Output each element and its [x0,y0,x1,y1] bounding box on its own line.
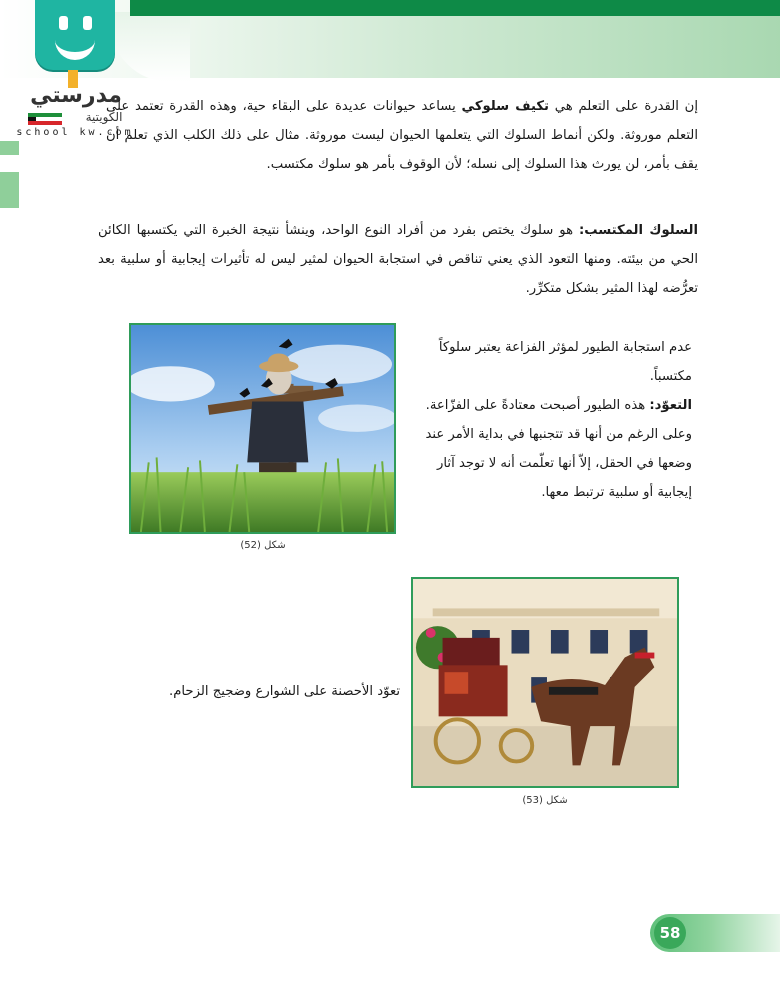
kuwait-flag-icon [28,113,62,125]
logo-eye-icon [59,16,68,30]
habituation-term: التعوّد: [649,398,692,413]
logo-url: school kw.com [16,127,134,138]
scarecrow-photo [129,323,396,534]
logo-smile-icon [55,32,95,60]
figure52-text: عدم استجابة الطيور لمؤثر الفزاعة يعتبر سلوكاً مكتسباً. التعوّد: هذه الطيور أصبحت معتادةً على الفزّاعة. وعلى الرغم من أنها قد تتجنبها في بداية الأمر عند وضعها في الحقل، إلاّ أنها تعلّمت أنه لا توجد آثار إيجابية أو سلبية ترتبط معها. [425,340,692,500]
page-number: 58 [654,917,686,949]
side-tab [0,141,19,155]
logo-subtitle: الكويتية [85,110,123,124]
side-tab [0,172,19,208]
paragraph-definition: السلوك المكتسب: هو سلوك يختص بفرد من أفراد النوع الواحد، وينشأ نتيجة الخبرة التي يكتسبها الكائن الحي من بيئته. ومنها التعود الذي يعني تناقص في استجابة الحيوان لمثير ليس له تأثيرات إيجابية أو سلبية بعد تعرُّضه لهذا المثير بشكل متكرِّر. [98,223,698,296]
figure-caption: شكل (52) [240,540,286,551]
logo-title: مدرستي [30,83,122,108]
horse-carriage-photo [411,577,679,788]
figure53-text: تعوّد الأحصنة على الشوارع وضجيج الزحام. [169,684,400,699]
logo-eye-icon [83,16,92,30]
logo-tile [35,0,115,70]
bold-term: تكيف سلوكي [461,99,549,114]
definition-term: السلوك المكتسب: [579,223,698,238]
paragraph-intro: إن القدرة على التعلم هي تكيف سلوكي يساعد حيوانات عديدة على البقاء حية، وهذه القدرة تعتمد على التعلم موروثة. ولكن أنماط السلوك التي يتعلمها الحيوان ليست موروثة. مثال على ذلك الكلب الذي تعلم أن يقف بأمر، لن يورث هذا السلوك إلى نسله؛ لأن الوقوف بأمر هو سلوك مكتسب. [106,99,698,172]
figure-caption: شكل (53) [522,795,568,806]
header-stripe [130,0,780,16]
